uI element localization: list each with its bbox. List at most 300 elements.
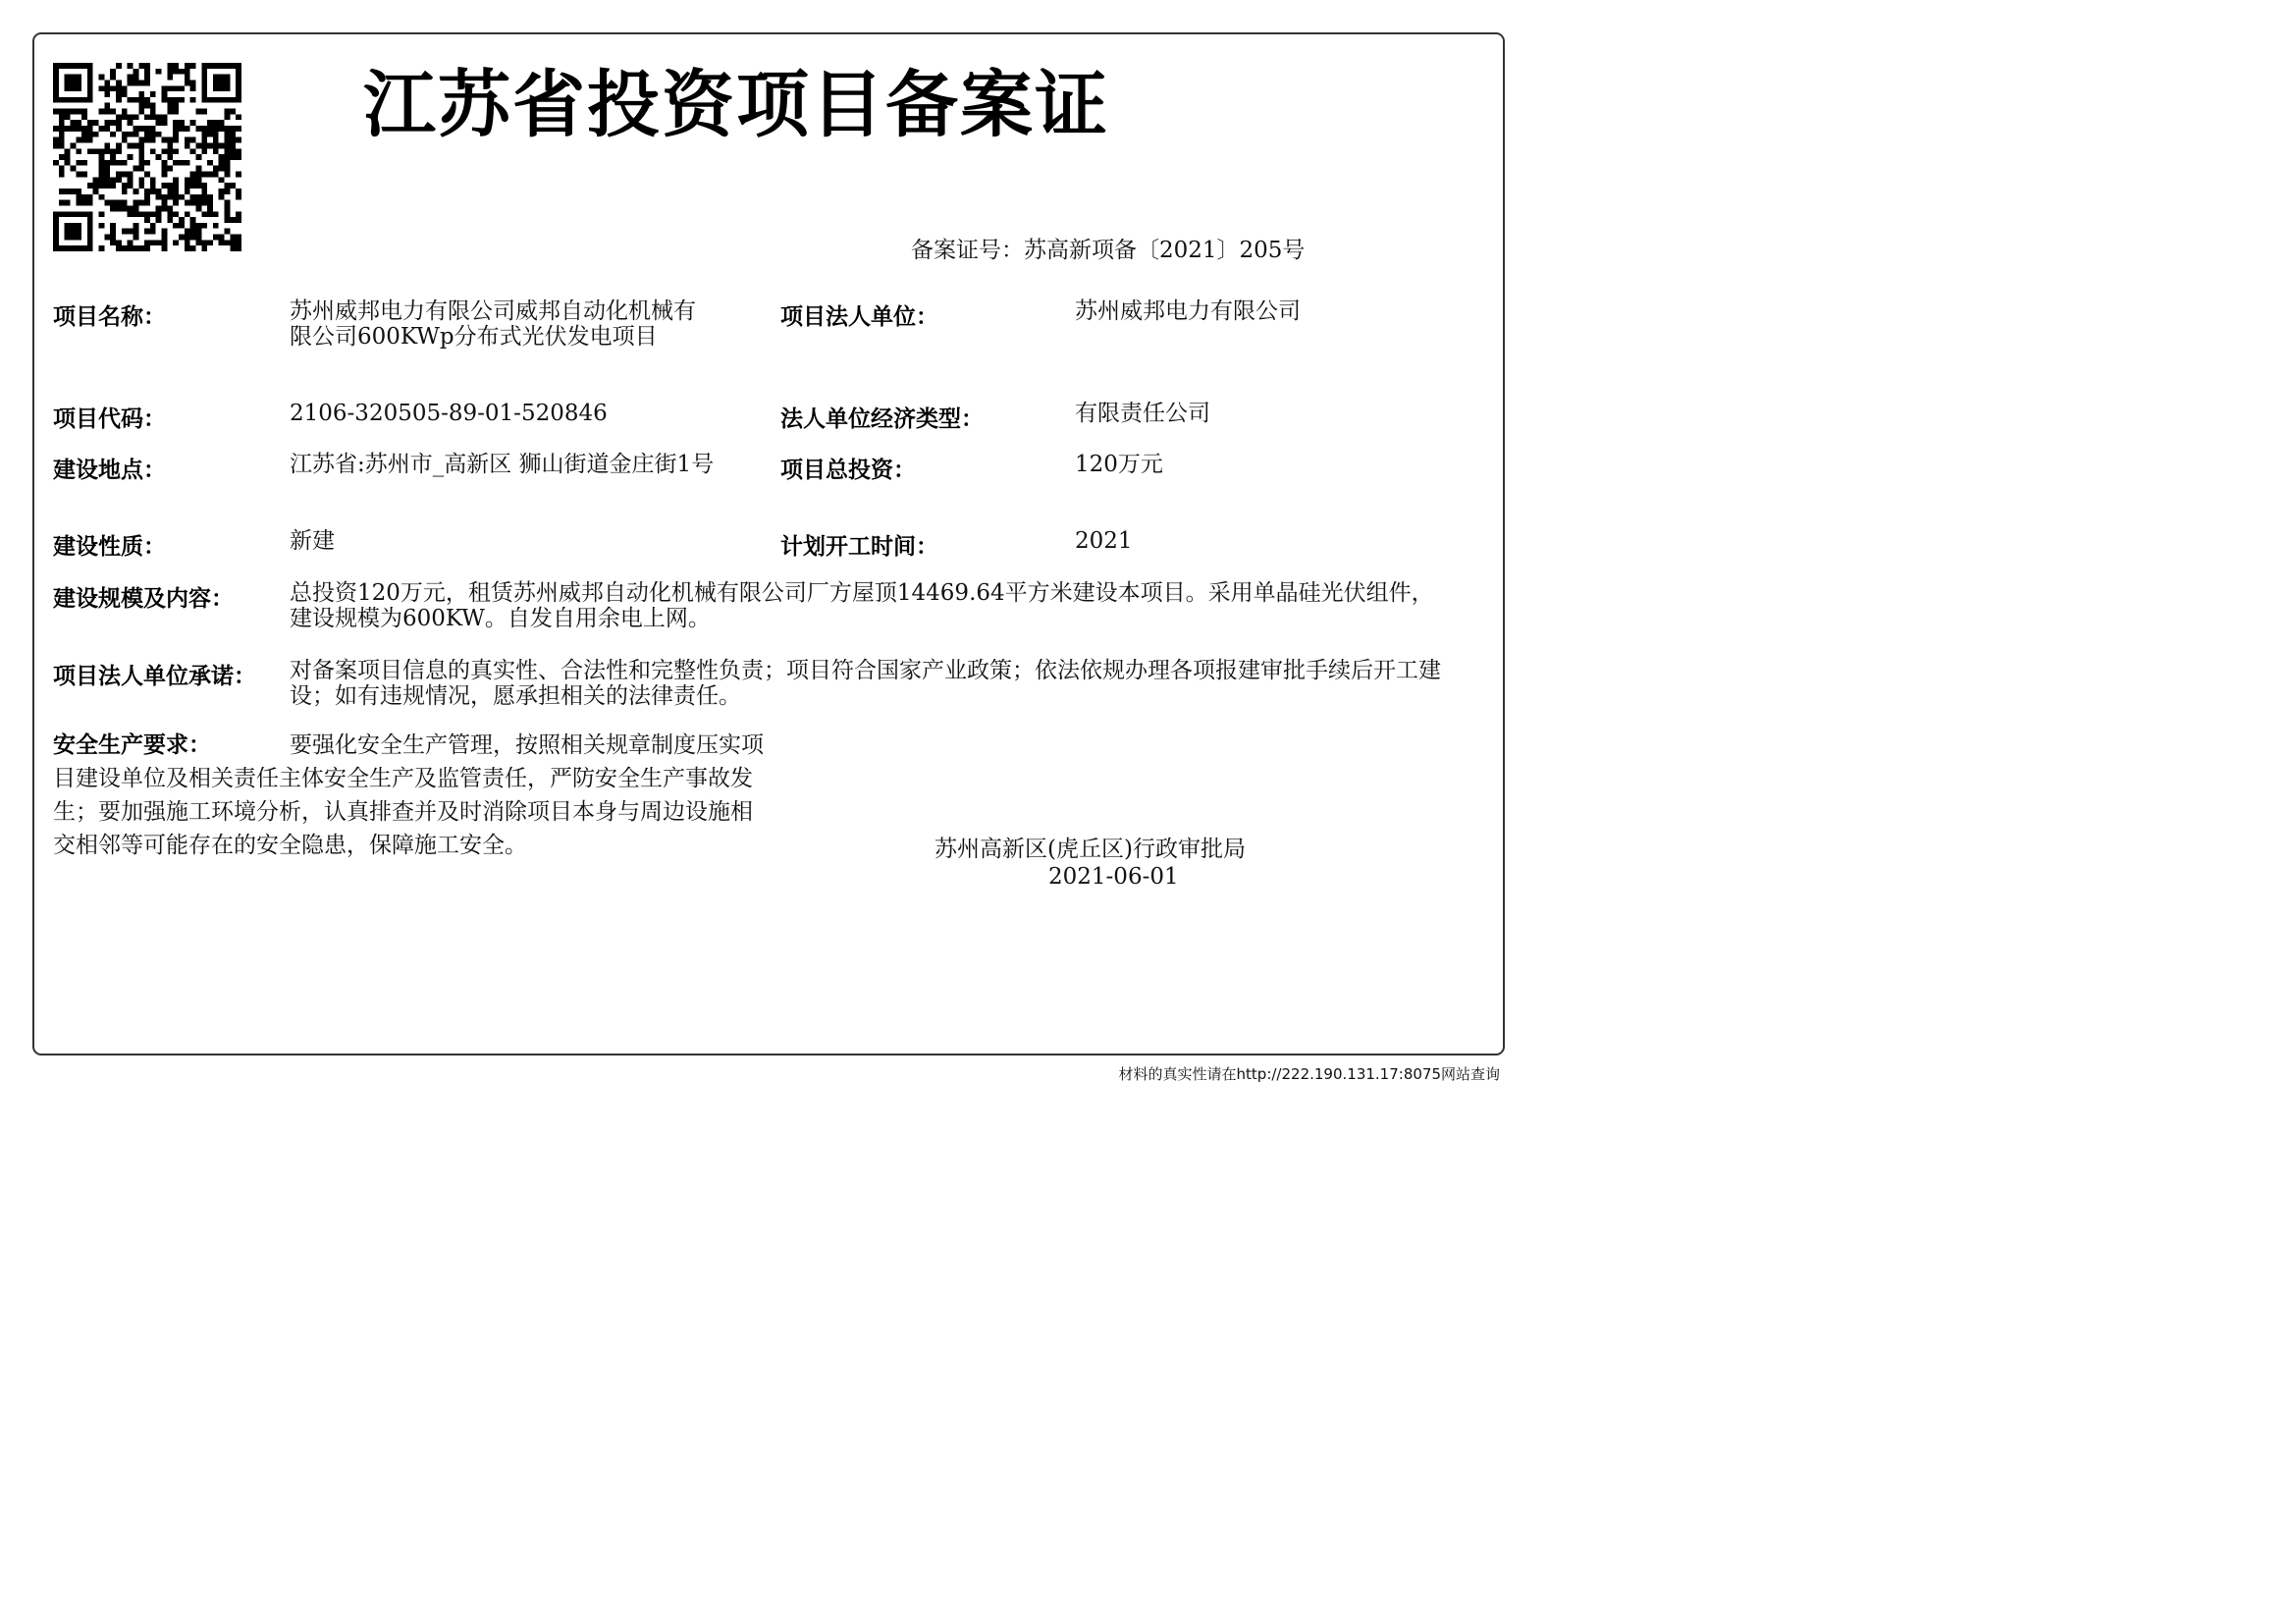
qr-module — [219, 97, 225, 103]
location-label: 建设地点： — [53, 458, 166, 483]
qr-module — [167, 63, 173, 69]
qr-module — [104, 160, 110, 166]
qr-module — [156, 132, 162, 137]
qr-module — [110, 183, 116, 189]
qr-module — [128, 142, 133, 148]
qr-module — [53, 91, 59, 97]
qr-module — [138, 80, 144, 85]
qr-module — [87, 200, 93, 206]
qr-module — [53, 126, 59, 132]
qr-module — [167, 183, 173, 189]
qr-module — [167, 137, 173, 143]
qr-module — [53, 85, 59, 91]
qr-module — [53, 217, 59, 223]
qr-module — [156, 217, 162, 223]
qr-module — [190, 200, 196, 206]
qr-module — [133, 229, 138, 235]
qr-module — [65, 114, 71, 120]
qr-module — [162, 137, 168, 143]
qr-module — [59, 154, 65, 160]
qr-module — [144, 211, 150, 217]
qr-module — [173, 183, 179, 189]
qr-module — [167, 97, 173, 103]
qr-module — [65, 80, 71, 85]
qr-module — [190, 235, 196, 241]
qr-module — [144, 160, 150, 166]
qr-module — [156, 211, 162, 217]
qr-module — [53, 69, 59, 75]
qr-module — [53, 97, 59, 103]
qr-module — [81, 245, 87, 251]
qr-module — [81, 114, 87, 120]
qr-code — [53, 63, 241, 251]
qr-module — [225, 75, 231, 81]
qr-module — [156, 189, 162, 194]
qr-module — [144, 194, 150, 200]
qr-module — [104, 200, 110, 206]
qr-module — [110, 120, 116, 126]
qr-module — [110, 235, 116, 241]
qr-module — [110, 240, 116, 245]
document-title: 江苏省投资项目备案证 — [363, 63, 1109, 147]
qr-module — [179, 85, 185, 91]
qr-module — [225, 132, 231, 137]
qr-module — [144, 172, 150, 178]
qr-module — [116, 63, 122, 69]
qr-module — [150, 183, 156, 189]
qr-module — [150, 211, 156, 217]
qr-module — [110, 177, 116, 183]
qr-module — [87, 97, 93, 103]
qr-module — [138, 137, 144, 143]
qr-module — [99, 172, 105, 178]
qr-module — [65, 211, 71, 217]
qr-module — [81, 172, 87, 178]
qr-module — [76, 229, 81, 235]
qr-module — [236, 85, 241, 91]
qr-module — [173, 97, 179, 103]
qr-module — [138, 103, 144, 109]
qr-module — [167, 194, 173, 200]
qr-module — [110, 154, 116, 160]
qr-module — [93, 148, 99, 154]
qr-module — [133, 132, 138, 137]
total-investment-label: 项目总投资： — [780, 458, 916, 483]
qr-module — [128, 177, 133, 183]
qr-module — [150, 126, 156, 132]
qr-module — [207, 194, 213, 200]
qr-module — [59, 63, 65, 69]
qr-module — [104, 109, 110, 115]
qr-module — [190, 245, 196, 251]
qr-module — [59, 126, 65, 132]
certificate-number: 备案证号：苏高新项备〔2021〕205号 — [911, 238, 1306, 263]
qr-module — [225, 114, 231, 120]
qr-module — [65, 126, 71, 132]
qr-module — [87, 223, 93, 229]
qr-module — [70, 75, 76, 81]
qr-module — [185, 189, 190, 194]
qr-module — [219, 160, 225, 166]
qr-module — [150, 109, 156, 115]
qr-module — [213, 137, 219, 143]
qr-module — [93, 177, 99, 183]
qr-module — [138, 91, 144, 97]
qr-module — [179, 235, 185, 241]
qr-module — [53, 235, 59, 241]
qr-module — [195, 183, 201, 189]
qr-module — [144, 103, 150, 109]
qr-module — [53, 245, 59, 251]
qr-module — [207, 240, 213, 245]
qr-module — [116, 148, 122, 154]
qr-module — [110, 229, 116, 235]
qr-module — [173, 132, 179, 137]
qr-module — [219, 194, 225, 200]
qr-module — [116, 142, 122, 148]
qr-module — [195, 194, 201, 200]
qr-module — [116, 240, 122, 245]
qr-module — [99, 223, 105, 229]
qr-module — [133, 189, 138, 194]
qr-module — [99, 109, 105, 115]
qr-module — [87, 85, 93, 91]
qr-module — [144, 189, 150, 194]
qr-module — [116, 205, 122, 211]
qr-module — [173, 85, 179, 91]
qr-module — [201, 194, 207, 200]
qr-module — [201, 223, 207, 229]
qr-module — [59, 120, 65, 126]
qr-module — [150, 148, 156, 154]
qr-module — [110, 200, 116, 206]
qr-module — [104, 85, 110, 91]
qr-module — [162, 85, 168, 91]
qr-module — [138, 154, 144, 160]
qr-module — [207, 126, 213, 132]
qr-module — [144, 200, 150, 206]
qr-module — [59, 211, 65, 217]
qr-module — [190, 148, 196, 154]
qr-module — [128, 183, 133, 189]
qr-module — [162, 240, 168, 245]
project-name-label: 项目名称： — [53, 304, 166, 330]
qr-module — [162, 245, 168, 251]
qr-module — [138, 211, 144, 217]
qr-module — [99, 183, 105, 189]
qr-module — [116, 160, 122, 166]
qr-module — [173, 194, 179, 200]
qr-module — [201, 91, 207, 97]
qr-module — [87, 217, 93, 223]
safety-label: 安全生产要求： — [53, 732, 211, 758]
qr-module — [162, 97, 168, 103]
qr-module — [104, 126, 110, 132]
qr-module — [65, 245, 71, 251]
qr-module — [236, 63, 241, 69]
qr-module — [81, 211, 87, 217]
qr-module — [156, 154, 162, 160]
qr-module — [219, 154, 225, 160]
economic-type-label: 法人单位经济类型： — [780, 406, 984, 432]
qr-module — [201, 63, 207, 69]
qr-module — [104, 91, 110, 97]
qr-module — [128, 97, 133, 103]
qr-module — [162, 148, 168, 154]
qr-module — [150, 189, 156, 194]
qr-module — [230, 154, 236, 160]
project-name-value: 苏州威邦电力有限公司威邦自动化机械有限公司600KWp分布式光伏发电项目 — [290, 298, 696, 350]
qr-module — [213, 223, 219, 229]
qr-module — [167, 142, 173, 148]
qr-module — [236, 189, 241, 194]
qr-module — [167, 205, 173, 211]
qr-module — [128, 240, 133, 245]
qr-module — [167, 103, 173, 109]
qr-module — [99, 85, 105, 91]
qr-module — [185, 235, 190, 241]
qr-module — [230, 217, 236, 223]
qr-module — [150, 177, 156, 183]
qr-module — [190, 120, 196, 126]
qr-module — [207, 63, 213, 69]
qr-module — [87, 63, 93, 69]
qr-module — [128, 132, 133, 137]
qr-module — [150, 103, 156, 109]
qr-module — [138, 126, 144, 132]
qr-module — [219, 85, 225, 91]
qr-module — [59, 245, 65, 251]
qr-module — [133, 69, 138, 75]
qr-module — [230, 132, 236, 137]
qr-module — [150, 132, 156, 137]
qr-module — [59, 137, 65, 143]
qr-module — [87, 211, 93, 217]
qr-module — [76, 97, 81, 103]
qr-module — [59, 109, 65, 115]
qr-module — [76, 235, 81, 241]
qr-module — [122, 85, 128, 91]
qr-module — [225, 229, 231, 235]
qr-module — [76, 194, 81, 200]
qr-module — [195, 200, 201, 206]
qr-module — [93, 189, 99, 194]
qr-module — [53, 223, 59, 229]
project-code-value: 2106-320505-89-01-520846 — [290, 401, 608, 426]
qr-module — [116, 80, 122, 85]
qr-module — [190, 194, 196, 200]
qr-module — [70, 223, 76, 229]
qr-module — [81, 200, 87, 206]
qr-module — [128, 205, 133, 211]
qr-module — [167, 85, 173, 91]
qr-module — [162, 91, 168, 97]
qr-module — [59, 142, 65, 148]
qr-module — [76, 172, 81, 178]
total-investment-value: 120万元 — [1075, 452, 1163, 477]
qr-module — [138, 142, 144, 148]
qr-module — [87, 75, 93, 81]
nature-label: 建设性质： — [53, 534, 166, 560]
qr-module — [128, 229, 133, 235]
qr-module — [133, 200, 138, 206]
qr-module — [65, 200, 71, 206]
planned-start-value: 2021 — [1075, 528, 1133, 554]
qr-module — [59, 200, 65, 206]
qr-module — [173, 109, 179, 115]
qr-module — [104, 120, 110, 126]
qr-module — [65, 160, 71, 166]
qr-module — [144, 75, 150, 81]
qr-module — [65, 154, 71, 160]
qr-module — [110, 160, 116, 166]
qr-module — [213, 132, 219, 137]
qr-module — [195, 223, 201, 229]
qr-module — [173, 69, 179, 75]
qr-module — [65, 75, 71, 81]
qr-module — [138, 63, 144, 69]
qr-module — [65, 85, 71, 91]
qr-module — [190, 97, 196, 103]
qr-module — [230, 183, 236, 189]
qr-module — [213, 211, 219, 217]
qr-module — [65, 109, 71, 115]
qr-module — [213, 63, 219, 69]
qr-module — [201, 245, 207, 251]
qr-module — [167, 154, 173, 160]
qr-module — [173, 211, 179, 217]
qr-code-image — [53, 63, 241, 251]
qr-module — [173, 120, 179, 126]
qr-module — [138, 245, 144, 251]
qr-module — [213, 166, 219, 172]
qr-module — [179, 160, 185, 166]
qr-module — [144, 245, 150, 251]
qr-module — [162, 120, 168, 126]
qr-module — [225, 109, 231, 115]
qr-module — [167, 148, 173, 154]
qr-module — [122, 183, 128, 189]
qr-module — [173, 63, 179, 69]
commitment-value: 对备案项目信息的真实性、合法性和完整性负责；项目符合国家产业政策；依法依规办理各项报建审批手续后开工建设；如有违规情况，愿承担相关的法律责任。 — [290, 658, 1441, 709]
qr-module — [195, 172, 201, 178]
qr-module — [219, 75, 225, 81]
qr-module — [201, 137, 207, 143]
qr-module — [81, 109, 87, 115]
qr-module — [207, 200, 213, 206]
qr-module — [138, 183, 144, 189]
qr-module — [87, 240, 93, 245]
qr-module — [122, 109, 128, 115]
qr-module — [230, 137, 236, 143]
qr-module — [76, 148, 81, 154]
qr-module — [76, 200, 81, 206]
qr-module — [219, 142, 225, 148]
qr-module — [87, 120, 93, 126]
qr-module — [104, 142, 110, 148]
qr-module — [195, 177, 201, 183]
qr-module — [236, 194, 241, 200]
qr-module — [59, 172, 65, 178]
qr-module — [201, 148, 207, 154]
qr-module — [230, 235, 236, 241]
qr-module — [87, 183, 93, 189]
qr-module — [128, 154, 133, 160]
qr-module — [87, 137, 93, 143]
qr-module — [59, 114, 65, 120]
qr-module — [225, 189, 231, 194]
legal-entity-value: 苏州威邦电力有限公司 — [1075, 298, 1301, 324]
qr-module — [138, 160, 144, 166]
qr-module — [179, 69, 185, 75]
qr-module — [53, 109, 59, 115]
qr-module — [122, 200, 128, 206]
qr-module — [225, 240, 231, 245]
qr-module — [104, 166, 110, 172]
qr-module — [70, 63, 76, 69]
qr-module — [81, 97, 87, 103]
qr-module — [236, 126, 241, 132]
qr-module — [225, 97, 231, 103]
qr-module — [213, 172, 219, 178]
qr-module — [156, 205, 162, 211]
qr-module — [201, 97, 207, 103]
qr-module — [122, 114, 128, 120]
qr-module — [133, 75, 138, 81]
qr-module — [225, 211, 231, 217]
qr-module — [167, 217, 173, 223]
qr-module — [65, 148, 71, 154]
qr-module — [225, 80, 231, 85]
qr-module — [87, 194, 93, 200]
qr-module — [207, 132, 213, 137]
qr-module — [173, 137, 179, 143]
qr-module — [150, 91, 156, 97]
safety-block — [53, 729, 774, 862]
qr-module — [116, 172, 122, 178]
qr-module — [201, 142, 207, 148]
qr-module — [185, 69, 190, 75]
qr-module — [59, 132, 65, 137]
qr-module — [173, 189, 179, 194]
qr-module — [156, 114, 162, 120]
qr-module — [53, 63, 59, 69]
qr-module — [76, 63, 81, 69]
qr-module — [133, 97, 138, 103]
issuing-agency: 苏州高新区(虎丘区)行政审批局 — [934, 837, 1246, 862]
qr-module — [76, 160, 81, 166]
qr-module — [138, 200, 144, 206]
qr-module — [76, 85, 81, 91]
qr-module — [173, 126, 179, 132]
planned-start-label: 计划开工时间： — [780, 534, 938, 560]
qr-module — [76, 189, 81, 194]
qr-module — [219, 126, 225, 132]
qr-module — [99, 194, 105, 200]
qr-module — [70, 166, 76, 172]
qr-module — [133, 126, 138, 132]
qr-module — [150, 229, 156, 235]
qr-module — [195, 235, 201, 241]
qr-module — [53, 160, 59, 166]
qr-module — [70, 109, 76, 115]
qr-module — [236, 211, 241, 217]
qr-module — [219, 189, 225, 194]
qr-module — [99, 148, 105, 154]
qr-module — [110, 69, 116, 75]
qr-module — [162, 114, 168, 120]
qr-module — [225, 63, 231, 69]
